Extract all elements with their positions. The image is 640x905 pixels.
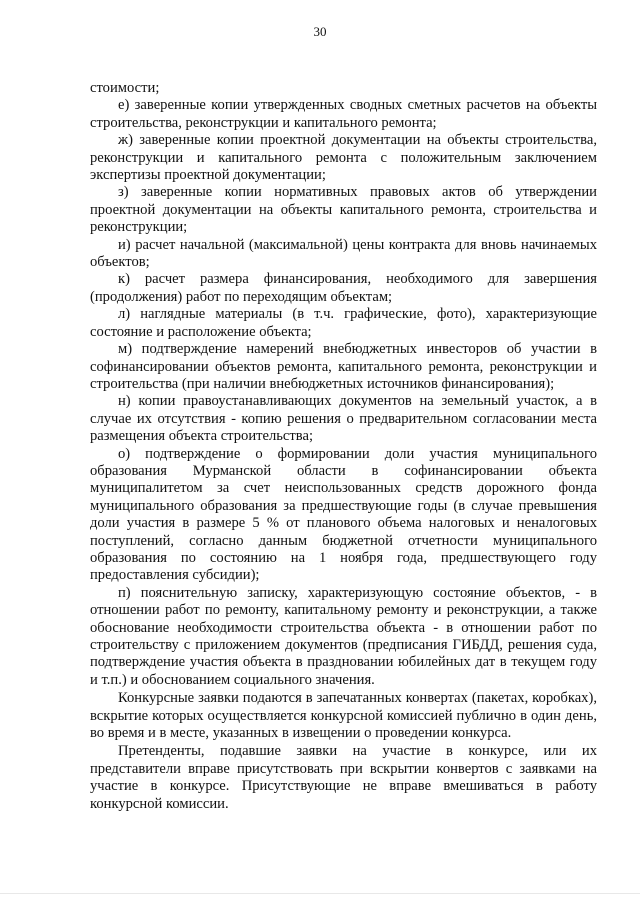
list-item-e: е) заверенные копии утвержденных сводных сметных расчетов на объекты строительства, реконструкции и капитального ремонта; <box>90 97 597 131</box>
list-item-k: к) расчет размера финансирования, необходимого для завершения (продолжения) работ по переходящим объектам; <box>90 271 597 305</box>
paragraph-applicants: Претенденты, подавшие заявки на участие в конкурсе, или их представители вправе присутствовать при вскрытии конвертов с заявками на участие в конкурсе. Присутствующие не вправе вмешиваться в работу конкурсной комиссии. <box>90 743 597 812</box>
list-item-z: з) заверенные копии нормативных правовых актов об утверждении проектной документации на объекты капитального ремонта, строительства и реконструкции; <box>90 184 597 236</box>
page-bottom-edge <box>0 893 640 894</box>
paragraph-continuation: стоимости; <box>90 80 160 96</box>
list-item-i: и) расчет начальной (максимальной) цены контракта для вновь начинаемых объектов; <box>90 236 597 271</box>
list-item-zh: ж) заверенные копии проектной документации на объекты строительства, реконструкции и капитального ремонта с положительным заключением экспертизы проектной документации; <box>90 132 597 184</box>
document-body <box>90 80 597 813</box>
page-number: 30 <box>313 24 327 39</box>
list-item-o: о) подтверждение о формировании доли участия муниципального образования Мурманской области в софинансировании объекта муниципалитетом за счет неиспользованных средств дорожного фонда муниципального образования за предшествующие годы (в случае превышения доли участия в размере 5 % от планового объема налоговых и неналоговых поступлений, согласно данным бюджетной отчетности муниципального образования по состоянию на 1 ноября года, предшествующего году предоставления субсидии); <box>90 445 597 584</box>
list-item-m: м) подтверждение намерений внебюджетных инвесторов об участии в софинансировании объектов ремонта, капитального ремонта, реконструкции и строительства (при наличии внебюджетных источников финансирования); <box>90 341 597 392</box>
paragraph-applications: Конкурсные заявки подаются в запечатанных конвертах (пакетах, коробках), вскрытие которых осуществляется конкурсной комиссией публично в один день, во время и в месте, указанных в извещении о проведении конкурса. <box>90 690 597 742</box>
list-item-n: н) копии правоустанавливающих документов на земельный участок, а в случае их отсутствия - копию решения о предварительном согласовании места размещения объекта строительства; <box>90 393 597 445</box>
list-item-l: л) наглядные материалы (в т.ч. графические, фото), характеризующие состояние и расположение объекта; <box>90 306 597 340</box>
list-item-p: п) пояснительную записку, характеризующую состояние объектов, - в отношении работ по ремонту, капитальному ремонту и реконструкции, а также обоснование необходимости строительства объекта - в отношении работ по строительству с приложением документов (предписания ГИБДД, решения суда, подтверждение участия объекта в праздновании юбилейных дат в текущем году и т.п.) и обоснованием социального значения. <box>90 584 597 688</box>
